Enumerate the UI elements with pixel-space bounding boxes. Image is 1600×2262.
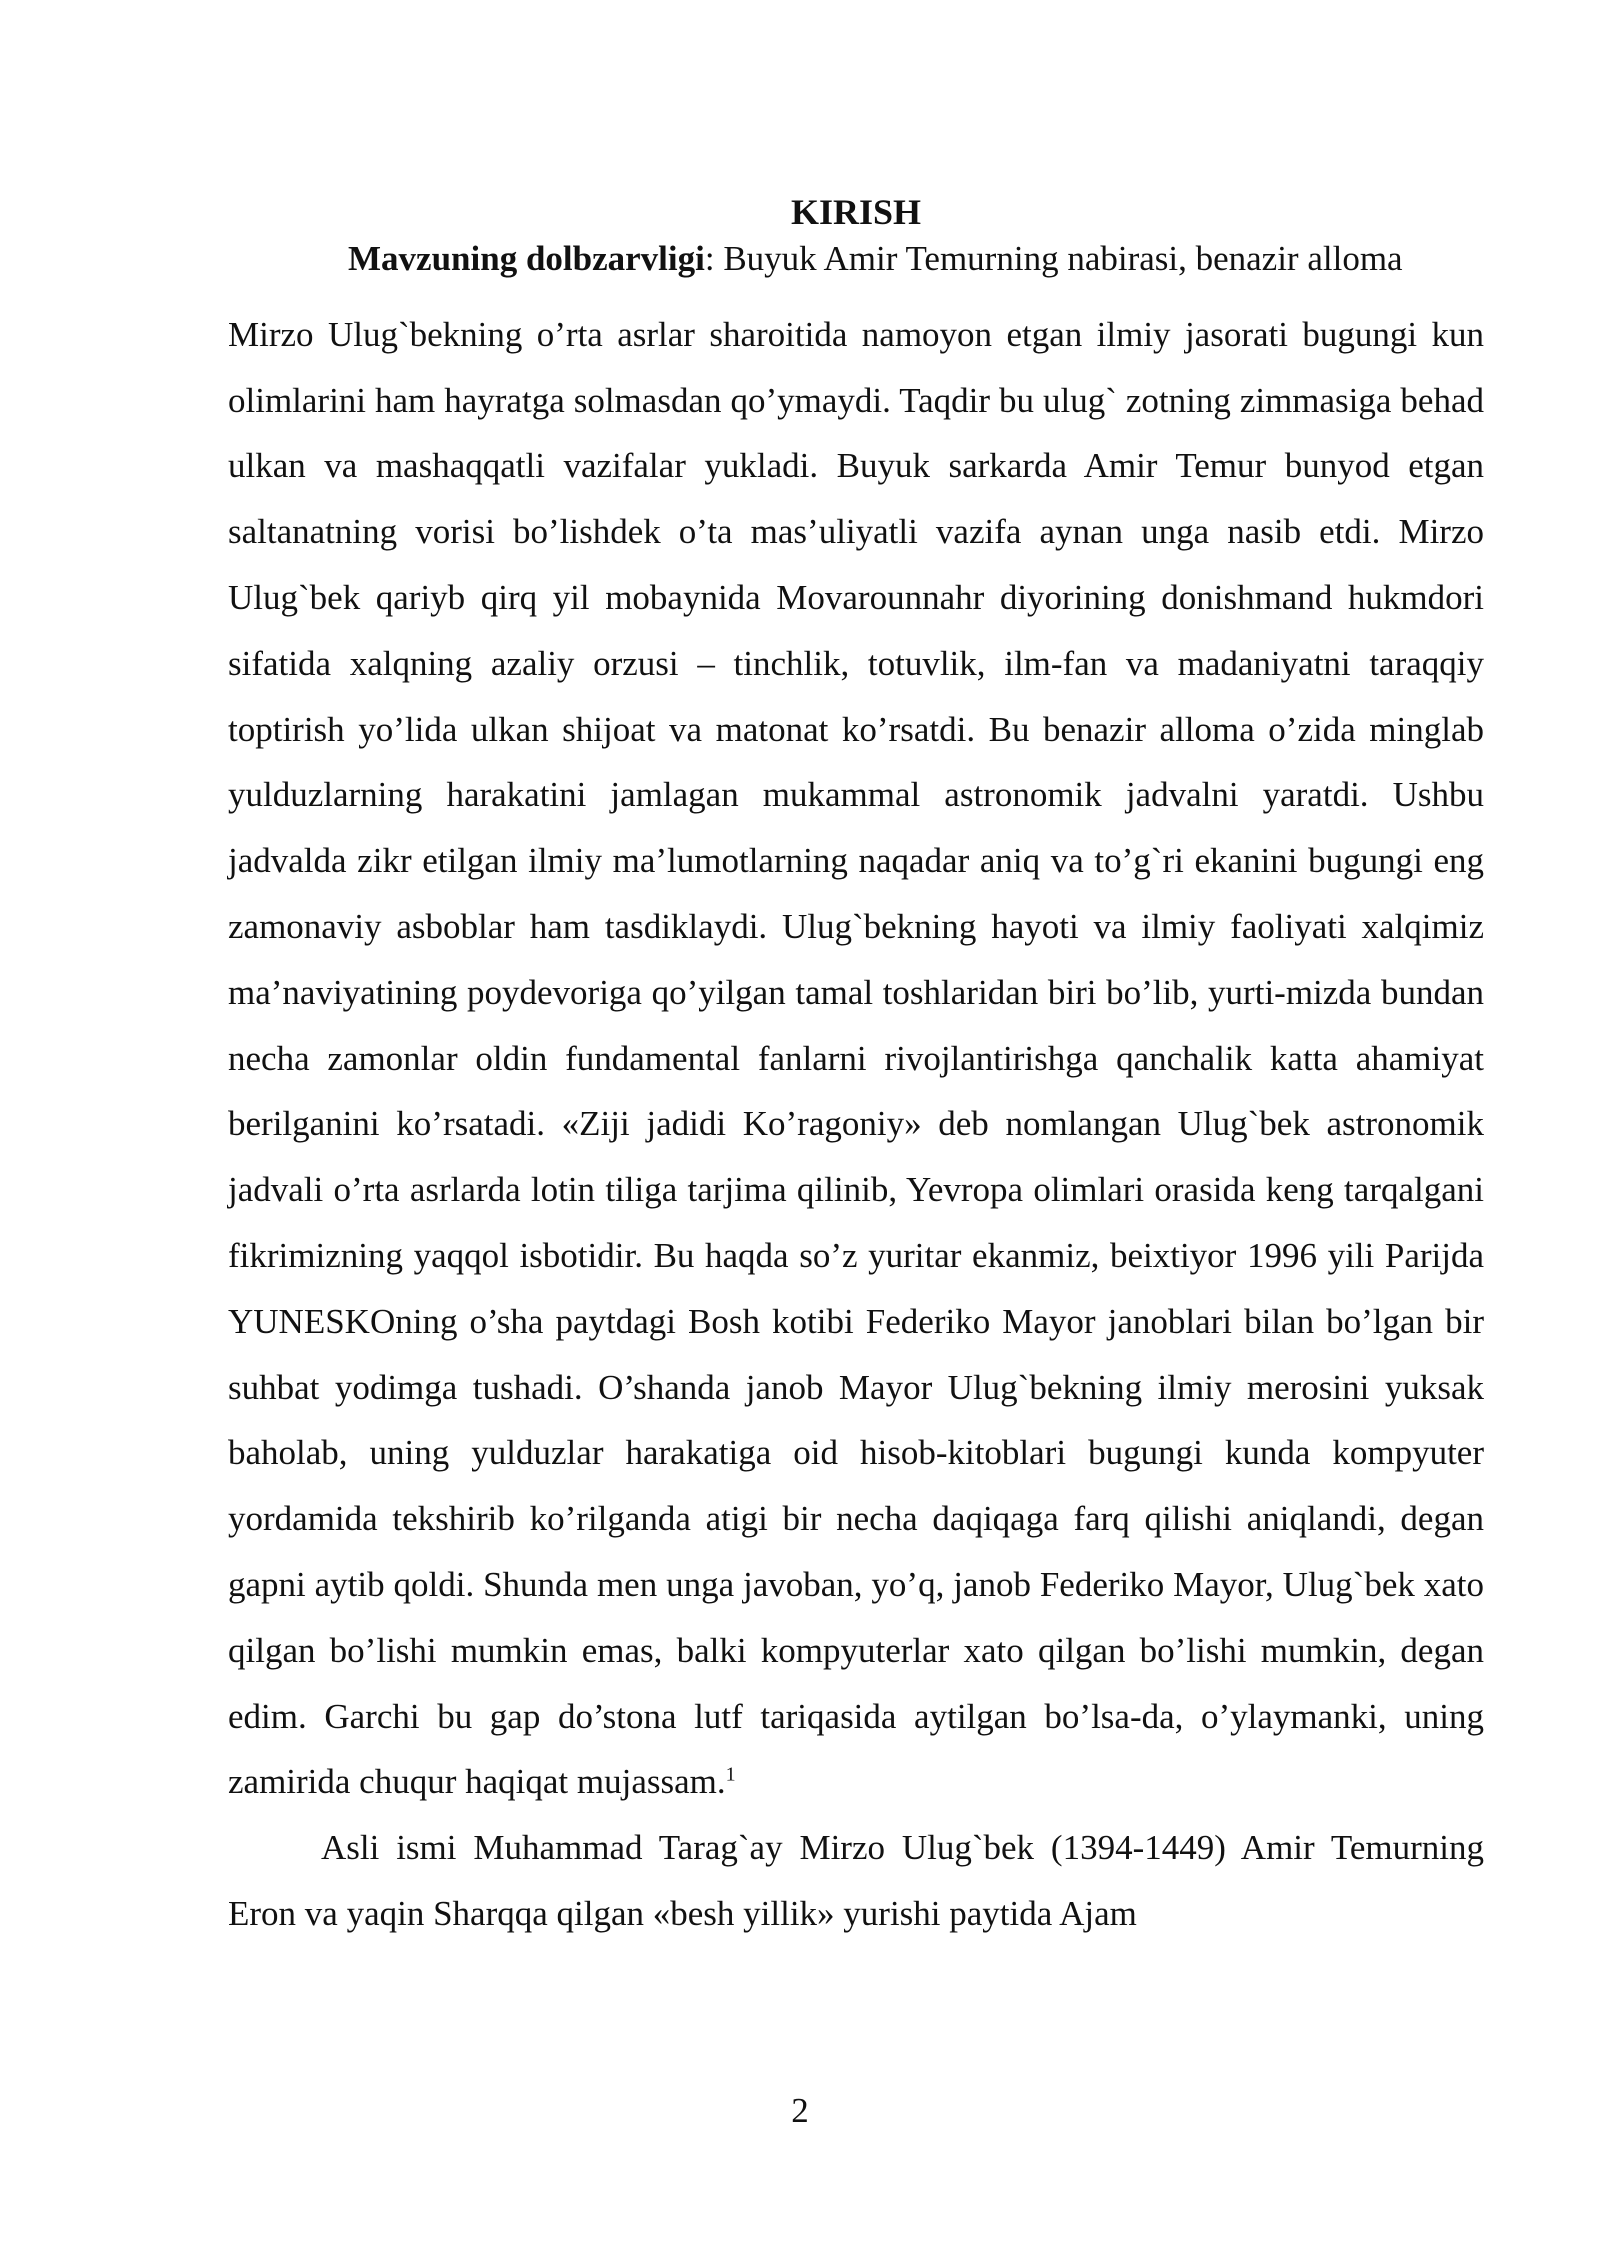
document-body: [228, 188, 1484, 1947]
intro-colon: :: [704, 239, 715, 278]
paragraph-2: [228, 1815, 1484, 1947]
paragraph-2-text: Asli ismi Muhammad Tarag`ay Mirzo Ulug`bek (1394-1449) Amir Temurning Eron va yaqin Sharqqa qilgan «besh yillik» yurishi paytida Ajam: [228, 1828, 1484, 1933]
paragraph-1-text: Mirzo Ulug`bekning o’rta asrlar sharoitida namoyon etgan ilmiy jasorati bugungi kun olimlarini ham hayratga solmasdan qo’ymaydi. Taqdir bu ulug` zotning zimmasiga behad ulkan va mashaqqatli vazifalar yukladi. Buyuk sarkarda Amir Temur bunyod etgan saltanatning vorisi bo’lishdek o’ta mas’uliyatli vazifa aynan unga nasib etdi. Mirzo Ulug`bek qariyb qirq yil mobaynida Movarounnahr diyorining donishmand hukmdori sifatida xalqning azaliy orzusi – tinchlik, totuvlik, ilm-fan va madaniyatni taraqqiy toptirish yo’lida ulkan shijoat va matonat ko’rsatdi. Bu benazir alloma o’zida minglab yulduzlarning harakatini jamlagan mukammal astronomik jadvalni yaratdi. Ushbu jadvalda zikr etilgan ilmiy ma’lumotlarning naqadar aniq va to’g`ri ekanini bugungi eng zamonaviy asboblar ham tasdiklaydi. Ulug`bekning hayoti va ilmiy faoliyati xalqimiz ma’naviyatining poydevoriga qo’yilgan tamal toshlaridan biri bo’lib, yurti-mizda bundan necha zamonlar oldin fundamental fanlarni rivojlantirishga qanchalik katta ahamiyat berilganini ko’rsatadi. «Ziji jadidi Ko’ragoniy» deb nomlangan Ulug`bek astronomik jadvali o’rta asrlarda lotin tiliga tarjima qilinib, Yevropa olimlari orasida keng tarqalgani fikrimizning yaqqol isbotidir. Bu haqda so’z yuritar ekanmiz, beixtiyor 1996 yili Parijda YUNESKOning o’sha paytdagi Bosh kotibi Federiko Mayor janoblari bilan bo’lgan bir suhbat yodimga tushadi. O’shanda janob Mayor Ulug`bekning ilmiy merosini yuksak baholab, uning yulduzlar harakatiga oid hisob-kitoblari bugungi kunda kompyuter yordamida tekshirib ko’rilganda atigi bir necha daqiqaga farq qilishi aniqlandi, degan gapni aytib qoldi. Shunda men unga javoban, yo’q, janob Federiko Mayor, Ulug`bek xato qilgan bo’lishi mumkin emas, balki kompyuterlar xato qilgan bo’lishi mumkin, degan edim. Garchi bu gap do’stona lutf tariqasida aytilgan bo’lsa-da, o’ylaymanki, uning zamirida chuqur haqiqat mujassam.: [228, 314, 1484, 1802]
page-number: 2: [791, 2091, 809, 2130]
paragraph-1-body: [228, 302, 1484, 1815]
page-title: KIRISH: [790, 192, 922, 232]
intro-first-line-text: Buyuk Amir Temurning nabirasi, benazir alloma: [714, 239, 1403, 278]
footnote-marker[interactable]: 1: [725, 1763, 736, 1786]
intro-label: Mavzuning dolbzarvligi: [348, 239, 705, 278]
intro-first-line: [228, 236, 1484, 282]
